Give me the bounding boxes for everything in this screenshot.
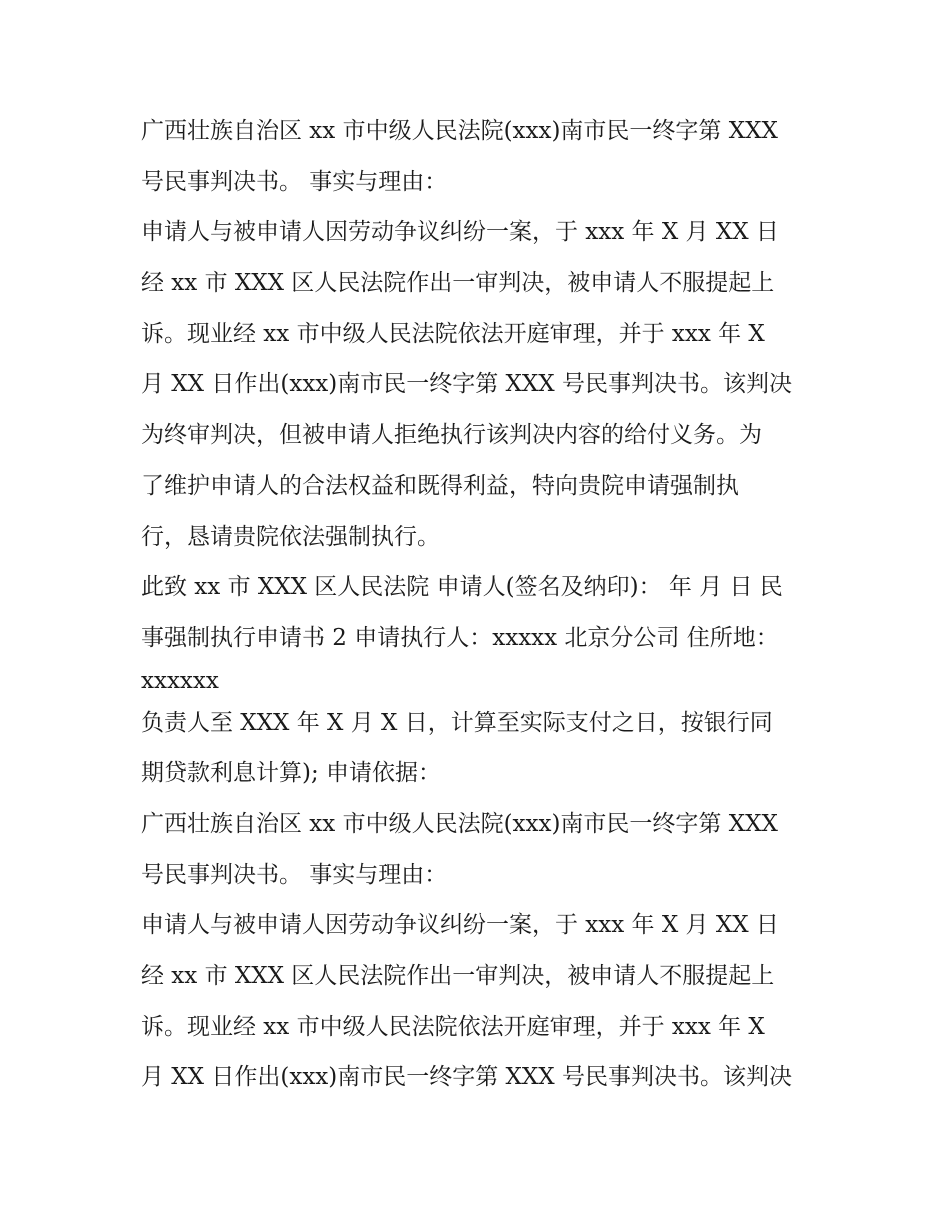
text-line: 诉。现业经 xx 市中级人民法院依法开庭审理，并于 xxx 年 X (141, 1013, 765, 1040)
text-line: 为终审判决，但被申请人拒绝执行该判决内容的给付义务。为 (141, 422, 762, 449)
text-line: 月 XX 日作出(xxx)南市民一终字第 XXX 号民事判决书。该判决 (141, 1064, 792, 1091)
text-line: 事强制执行申请书 2 申请执行人：xxxxx 北京分公司 住所地： (141, 624, 779, 651)
text-line: 月 XX 日作出(xxx)南市民一终字第 XXX 号民事判决书。该判决 (141, 371, 792, 398)
text-line: 号民事判决书。 事实与理由： (141, 168, 448, 195)
text-line: 负责人至 XXX 年 X 月 X 日，计算至实际支付之日，按银行同 (141, 709, 773, 736)
text-line: 经 xx 市 XXX 区人民法院作出一审判决，被申请人不服提起上 (141, 270, 775, 297)
text-line: 行，恳请贵院依法强制执行。 (141, 523, 440, 550)
text-line: 广西壮族自治区 xx 市中级人民法院(xxx)南市民一终字第 XXX (141, 810, 778, 837)
text-line: 诉。现业经 xx 市中级人民法院依法开庭审理，并于 xxx 年 X (141, 320, 765, 347)
text-line: 经 xx 市 XXX 区人民法院作出一审判决，被申请人不服提起上 (141, 963, 775, 989)
text-line: 号民事判决书。 事实与理由： (141, 861, 448, 888)
text-line: xxxxxx (141, 667, 219, 694)
text-line: 此致 xx 市 XXX 区人民法院 申请人(签名及纳印)： 年 月 日 民 (141, 574, 783, 601)
text-line: 期贷款利息计算); 申请依据： (141, 760, 442, 787)
text-line: 广西壮族自治区 xx 市中级人民法院(xxx)南市民一终字第 XXX (141, 118, 778, 144)
text-line: 申请人与被申请人因劳动争议纠纷一案，于 xxx 年 X 月 XX 日 (141, 912, 779, 939)
text-line: 了维护申请人的合法权益和既得利益，特向贵院申请强制执 (141, 472, 739, 499)
text-line: 申请人与被申请人因劳动争议纠纷一案，于 xxx 年 X 月 XX 日 (141, 219, 779, 246)
document-body (141, 106, 821, 1103)
